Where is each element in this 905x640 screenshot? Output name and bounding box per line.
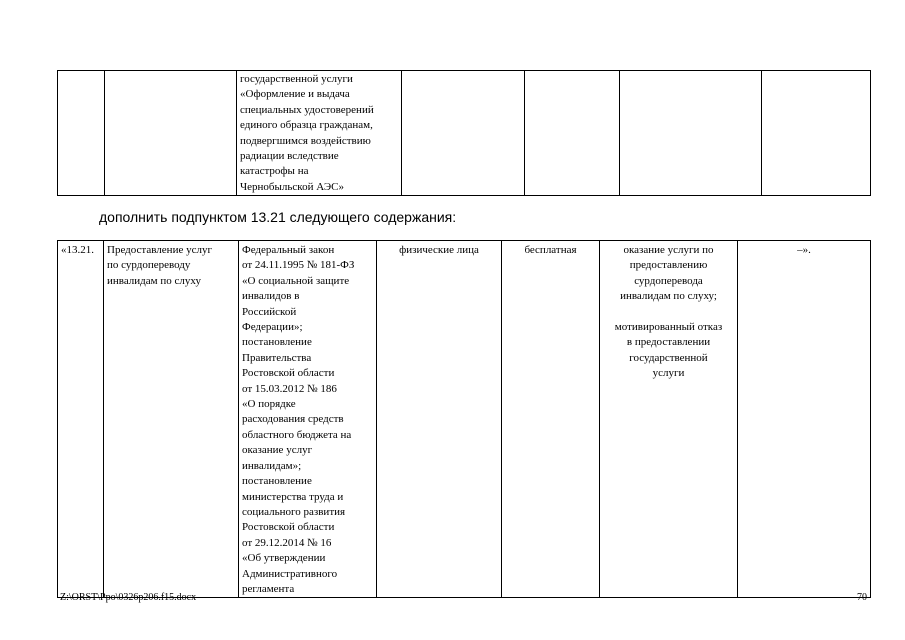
service-name-continuation: государственной услуги «Оформление и выдача специальных удостоверений единого образца гражданам, подвергшимся воздействию радиации вследствие катастрофы на Чернобыльской АЭС»	[240, 73, 374, 193]
footer-file-path: Z:\ORST\Ppo\0326p206.f15.docx	[60, 592, 197, 603]
intro-paragraph: дополнить подпунктом 13.21 следующего содержания:	[99, 209, 457, 225]
applicants-cell: физические лица	[377, 241, 502, 598]
table-row	[58, 71, 871, 196]
page-number: 70	[857, 592, 867, 603]
item-number-cell: «13.21.	[58, 241, 104, 598]
top-cell-1	[58, 71, 105, 196]
service-name-cell: Предоставление услуг по сурдопереводу инвалидам по слуху	[104, 241, 239, 598]
top-cell-3	[237, 71, 402, 196]
table-row	[58, 241, 871, 598]
top-cell-2	[105, 71, 237, 196]
legal-basis-cell: Федеральный закон от 24.11.1995 № 181-ФЗ «О социальной защите инвалидов в Российской Федерации»; постановление Правительства Ростовской области от 15.03.2012 № 186 «О порядке расходования средств областного бюджета на оказание услуг инвалидам»; постановление министерства труда и социального развития Ростовской области от 29.12.2014 № 16 «Об утверждении Административного регламента	[239, 241, 377, 598]
result-cell: оказание услуги по предоставлению сурдоперевода инвалидам по слуху; мотивированный отказ в предоставлении государственной услуги	[600, 241, 738, 598]
top-cell-7	[762, 71, 871, 196]
top-cell-6	[620, 71, 762, 196]
top-cell-4	[402, 71, 525, 196]
top-cell-5	[525, 71, 620, 196]
last-cell: –».	[738, 241, 871, 598]
fee-cell: бесплатная	[502, 241, 600, 598]
top-table	[57, 70, 871, 196]
main-table	[57, 240, 871, 598]
